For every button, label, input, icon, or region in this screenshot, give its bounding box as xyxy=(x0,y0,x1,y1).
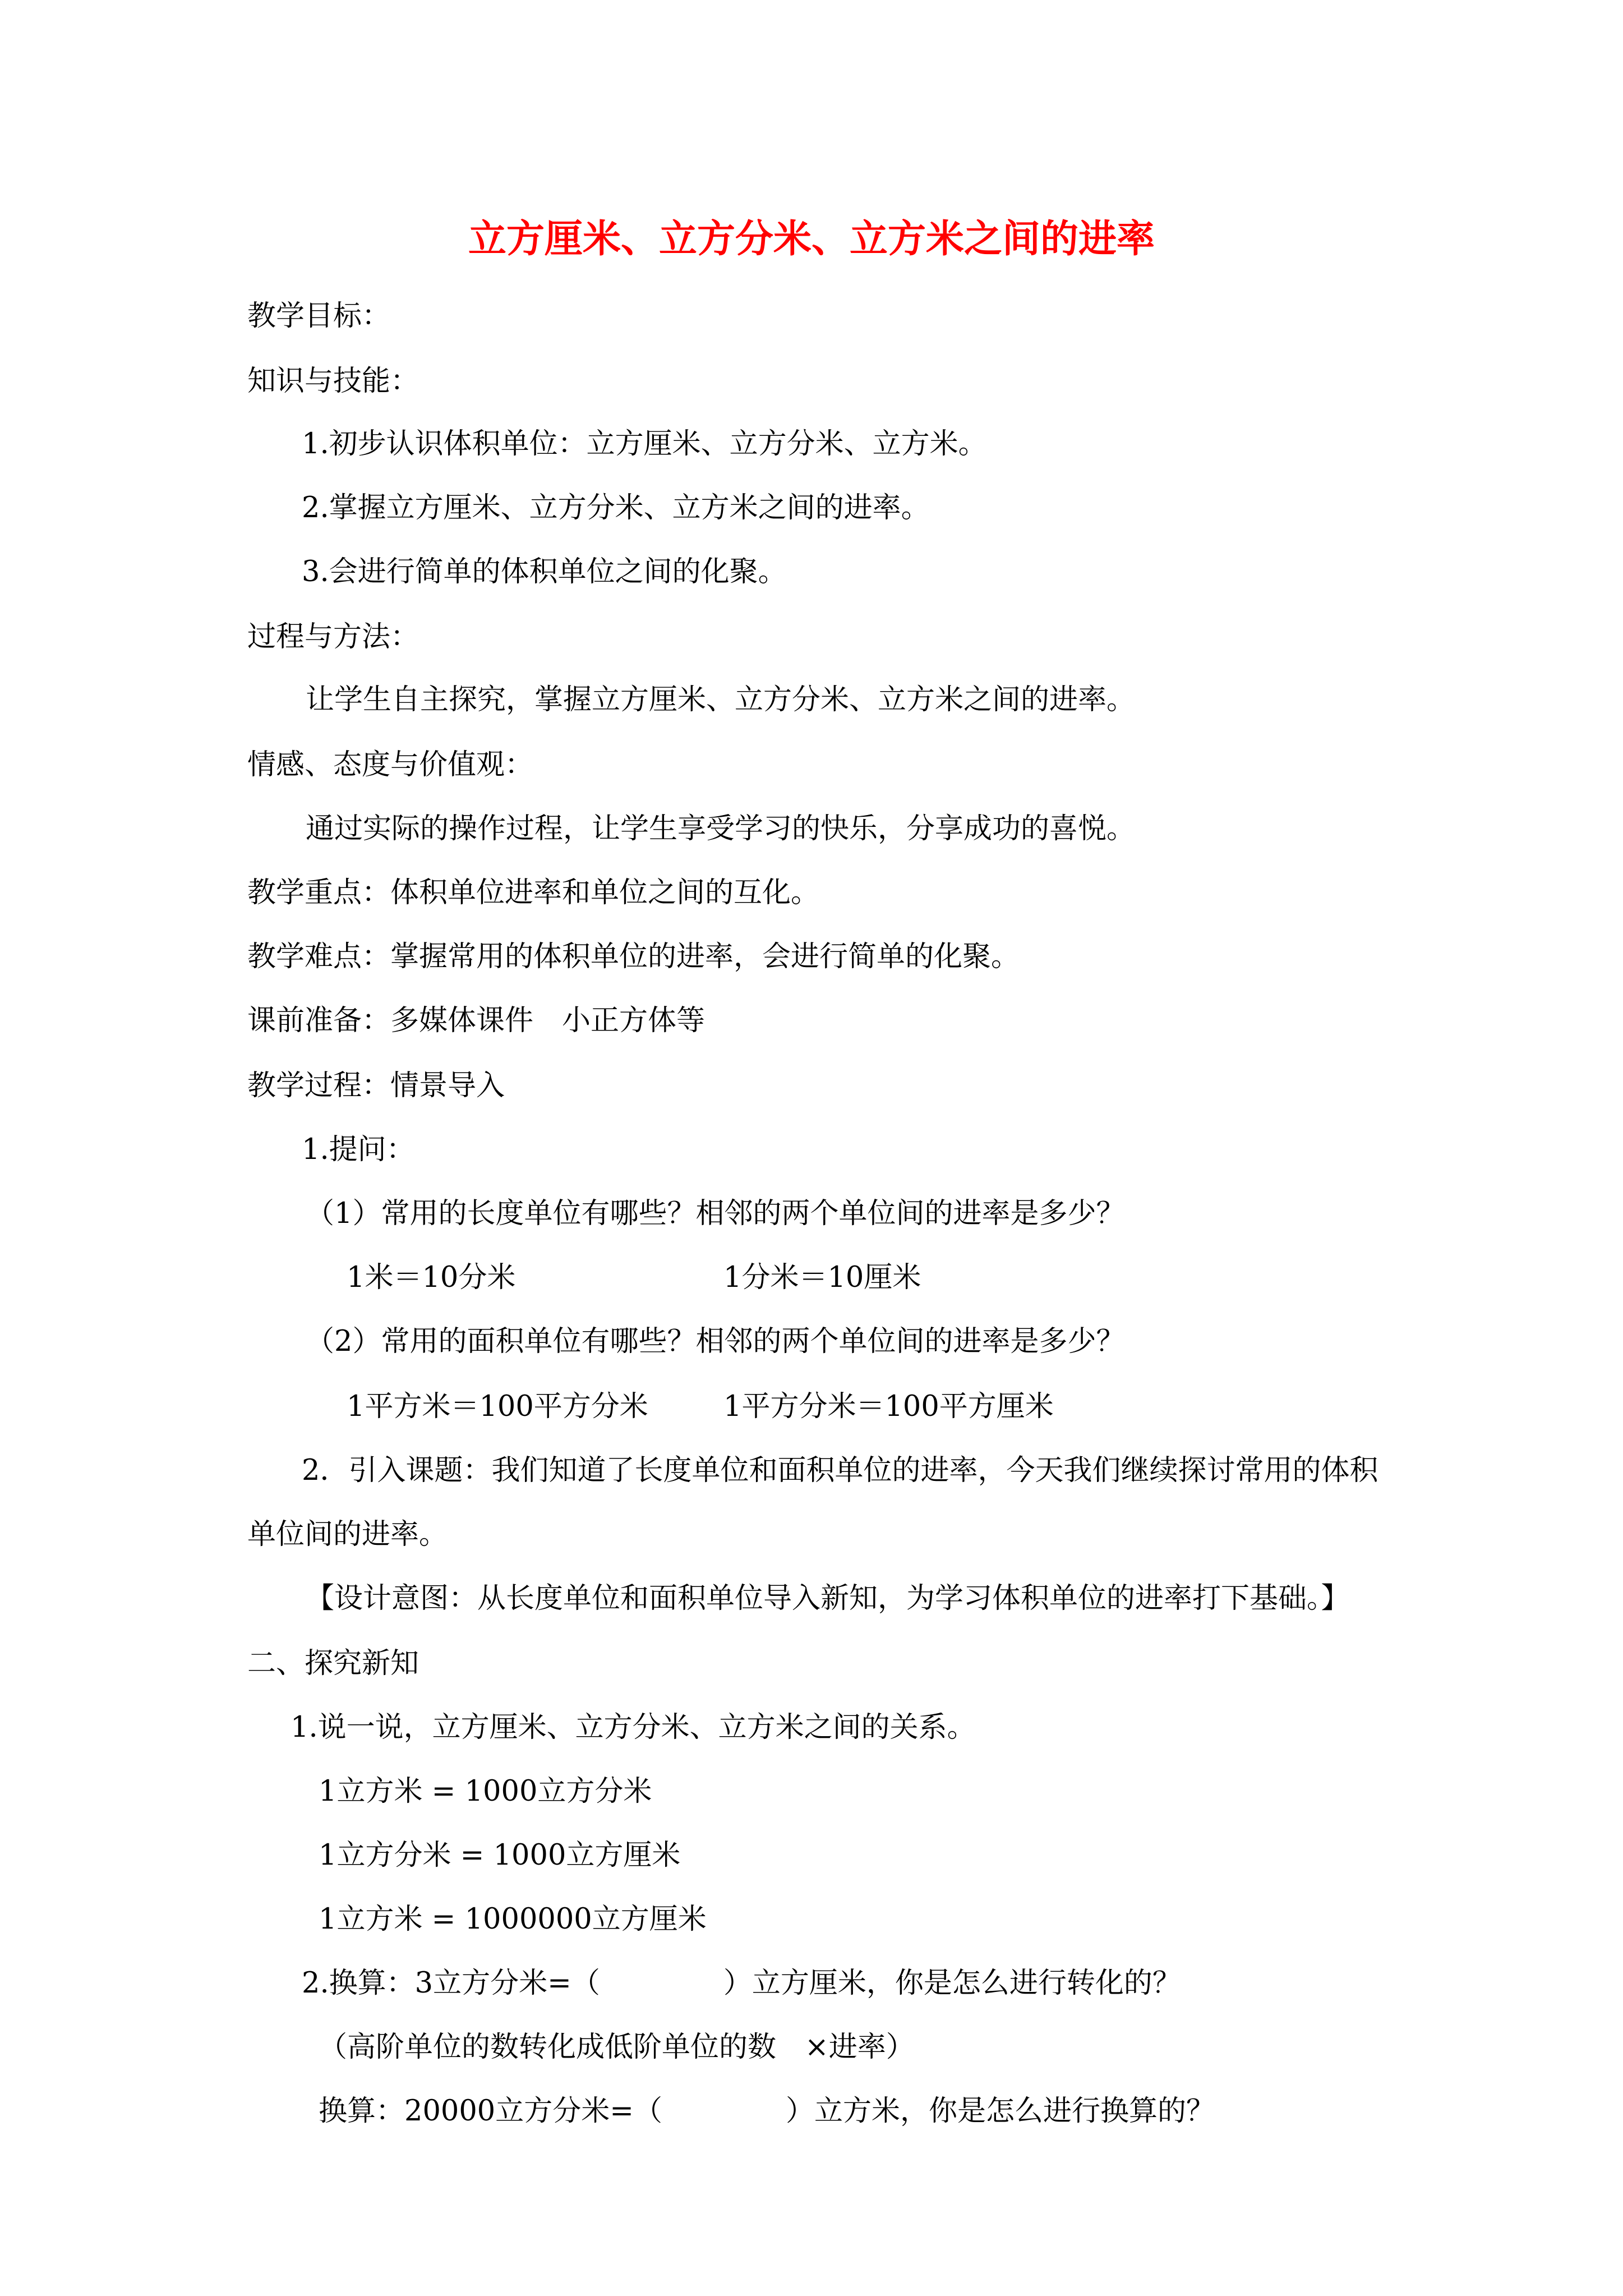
question-length-units: （1）常用的长度单位有哪些？相邻的两个单位间的进率是多少？ xyxy=(306,1197,1125,1230)
conversion-exercise-2 xyxy=(319,2091,1215,2132)
conversion-exercise-2-prefix: 换算：20000立方分米=（ xyxy=(319,2095,662,2128)
question-heading: 1.提问： xyxy=(302,1133,415,1166)
conversion-exercise-1-prefix: 2.换算：3立方分米=（ xyxy=(302,1967,600,2000)
section-explore-heading: 二、探究新知 xyxy=(247,1647,419,1680)
goal-item-1: 1.初步认识体积单位：立方厘米、立方分米、立方米。 xyxy=(302,427,987,461)
length-relation-1: 1米＝10分米 xyxy=(347,1261,516,1294)
goal-item-2: 2.掌握立方厘米、立方分米、立方米之间的进率。 xyxy=(302,491,930,524)
knowledge-skills-heading: 知识与技能： xyxy=(247,365,419,398)
question-area-units: （2）常用的面积单位有哪些？相邻的两个单位间的进率是多少？ xyxy=(306,1325,1125,1358)
introduce-topic-line-1: 2．引入课题：我们知道了长度单位和面积单位的进率，今天我们继续探讨常用的体积 xyxy=(302,1454,1378,1487)
volume-relation-1: 1立方米 = 1000立方分米 xyxy=(319,1775,652,1808)
goal-item-3: 3.会进行简单的体积单位之间的化聚。 xyxy=(302,555,787,588)
emotion-values-text: 通过实际的操作过程，让学生享受学习的快乐，分享成功的喜悦。 xyxy=(306,812,1136,845)
conversion-exercise-1-suffix: ）立方厘米，你是怎么进行转化的？ xyxy=(723,1967,1181,2000)
difficult-point: 教学难点：掌握常用的体积单位的进率，会进行简单的化聚。 xyxy=(247,940,1020,973)
emotion-values-heading: 情感、态度与价值观： xyxy=(247,748,534,781)
conversion-exercise-2-suffix: ）立方米，你是怎么进行换算的？ xyxy=(785,2095,1215,2128)
conversion-rule: （高阶单位的数转化成低阶单位的数 ×进率） xyxy=(319,2031,915,2064)
conversion-exercise-1 xyxy=(302,1963,1181,2004)
process-method-text: 让学生自主探究，掌握立方厘米、立方分米、立方米之间的进率。 xyxy=(306,683,1136,716)
explore-item-1: 1.说一说，立方厘米、立方分米、立方米之间的关系。 xyxy=(291,1711,976,1744)
design-intent: 【设计意图：从长度单位和面积单位导入新知，为学习体积单位的进率打下基础。】 xyxy=(306,1582,1350,1615)
volume-relation-2: 1立方分米 = 1000立方厘米 xyxy=(319,1839,681,1872)
document-title: 立方厘米、立方分米、立方米之间的进率 xyxy=(468,217,1155,261)
teaching-process-heading: 教学过程：情景导入 xyxy=(247,1069,505,1102)
teaching-goals-heading: 教学目标： xyxy=(247,300,391,333)
area-relation-1: 1平方米＝100平方分米 xyxy=(347,1390,648,1423)
length-relation-2: 1分米＝10厘米 xyxy=(723,1261,921,1294)
preparation: 课前准备：多媒体课件 小正方体等 xyxy=(247,1004,706,1037)
volume-relation-3: 1立方米 = 1000000立方厘米 xyxy=(319,1903,707,1936)
introduce-topic-line-2: 单位间的进率。 xyxy=(247,1518,448,1551)
key-point: 教学重点：体积单位进率和单位之间的互化。 xyxy=(247,876,820,909)
area-relation-2: 1平方分米＝100平方厘米 xyxy=(723,1390,1054,1423)
process-method-heading: 过程与方法： xyxy=(247,620,419,654)
